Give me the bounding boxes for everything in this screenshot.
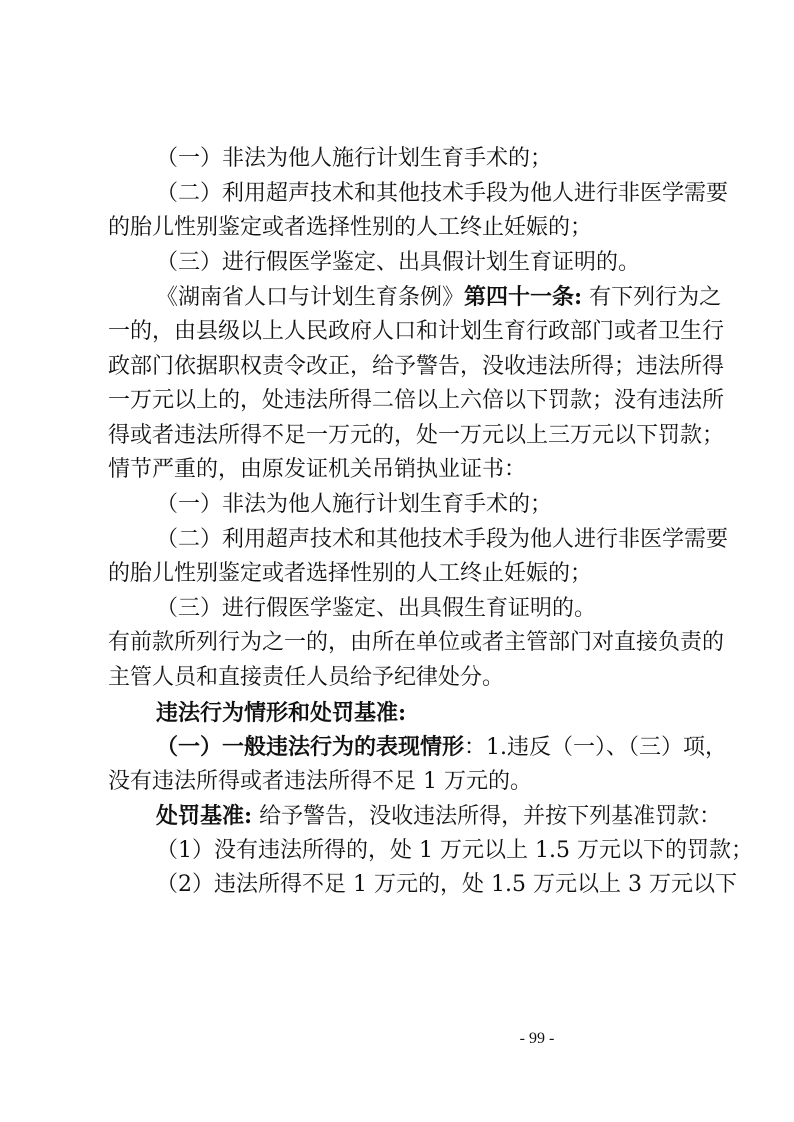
- text-segment: 有下列行为之: [582, 285, 722, 311]
- bold-text-segment: 违法行为情形和处罚基准:: [156, 699, 407, 726]
- document-body: [108, 142, 753, 903]
- text-line: （1）没有违法所得的，处 1 万元以上 1.5 万元以下的罚款；: [156, 837, 753, 863]
- text-line: 有前款所列行为之一的，由所在单位或者主管部门对直接负责的: [108, 630, 725, 656]
- bold-text-segment: （一）一般违法行为的表现情形: [156, 734, 465, 761]
- text-line: （2）违法所得不足 1 万元的，处 1.5 万元以上 3 万元以下: [156, 872, 737, 898]
- text-line: （一）非法为他人施行计划生育手术的；: [156, 146, 553, 171]
- text-line: （二）利用超声技术和其他技术手段为他人进行非医学需要: [156, 180, 729, 206]
- text-line: 主管人员和直接责任人员给予纪律处分。: [108, 664, 505, 690]
- text-line: 的胎儿性别鉴定或者选择性别的人工终止妊娠的；: [108, 215, 593, 241]
- text-line: 得或者违法所得不足一万元的，处一万元以上三万元以下罚款；: [108, 422, 725, 448]
- text-line: （三）进行假医学鉴定、出具假生育证明的。: [156, 595, 597, 621]
- text-line: 一的，由县级以上人民政府人口和计划生育行政部门或者卫生行: [108, 318, 725, 344]
- text-segment: 《湖南省人口与计划生育条例》: [156, 285, 465, 311]
- text-line: （二）利用超声技术和其他技术手段为他人进行非医学需要: [156, 526, 729, 552]
- text-line: [108, 696, 698, 731]
- text-line: 一万元以上的，处违法所得二倍以上六倍以下罚款；没有违法所: [108, 388, 725, 414]
- text-line: [108, 730, 728, 765]
- text-segment: 给予警告，没收违法所得，并按下列基准罚款：: [252, 804, 722, 830]
- text-line: 情节严重的，由原发证机关吊销执业证书：: [108, 457, 527, 483]
- page-number: - 99 -: [519, 1030, 555, 1047]
- text-line: [108, 280, 722, 315]
- text-line: [108, 799, 722, 834]
- text-segment: ：1.违反（一）、（三）项，: [464, 735, 728, 761]
- text-line: （三）进行假医学鉴定、出具假计划生育证明的。: [156, 249, 641, 275]
- text-line: 的胎儿性别鉴定或者选择性别的人工终止妊娠的；: [108, 561, 593, 587]
- text-line: 没有违法所得或者违法所得不足 1 万元的。: [108, 768, 532, 794]
- bold-text-segment: 第四十一条:: [464, 284, 583, 311]
- text-line: 政部门依据职权责令改正，给予警告，没收违法所得；违法所得: [108, 353, 725, 379]
- bold-text-segment: 处罚基准:: [156, 803, 253, 830]
- text-line: （一）非法为他人施行计划生育手术的；: [156, 491, 553, 517]
